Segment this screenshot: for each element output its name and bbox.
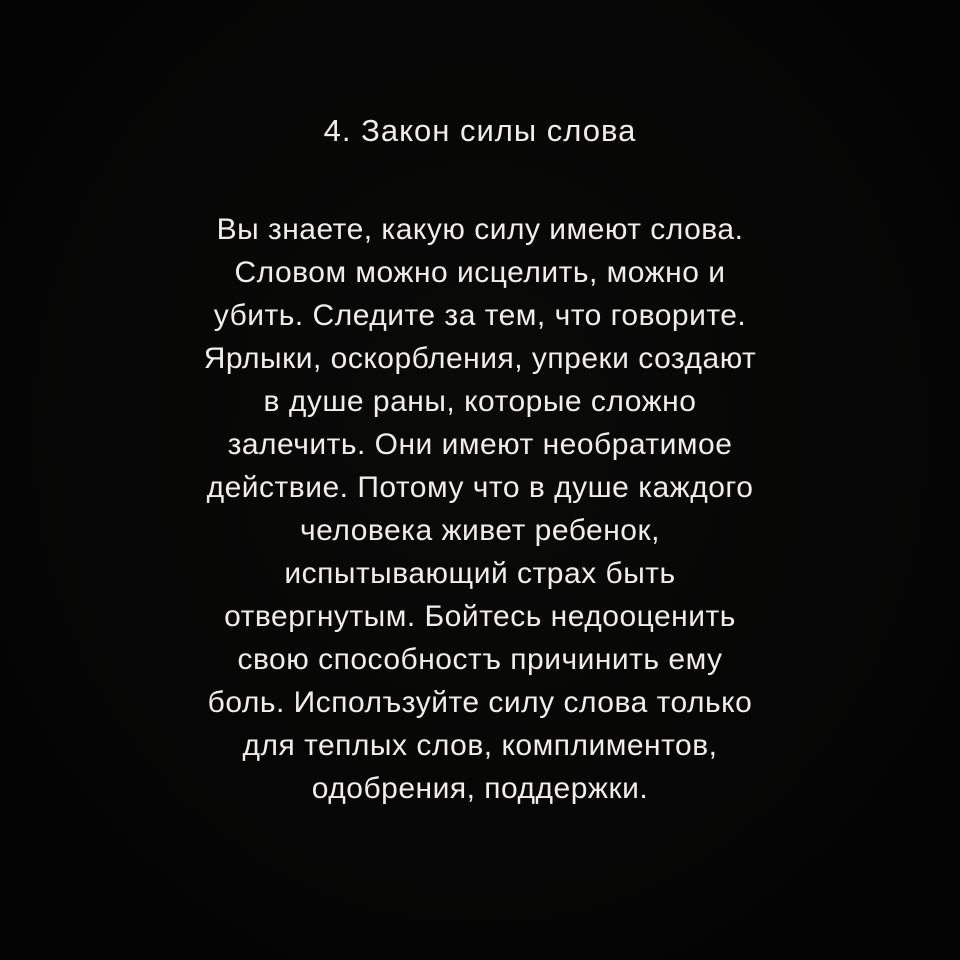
quote-body (0, 208, 960, 810)
quote-line: одобрения, поддержки. (311, 772, 649, 805)
quote-line: Ярлыки, оскорбления, упреки создают (203, 342, 757, 375)
quote-line: испытывающий страх быть (284, 557, 676, 590)
quote-line: свою способностъ причинить ему (237, 643, 723, 676)
quote-line: человека живет ребенок, (300, 514, 660, 547)
quote-line: действие. Потому что в душе каждого (206, 471, 754, 504)
quote-line: отвергнутым. Бойтесь недооценить (224, 600, 736, 633)
quote-line: залечить. Они имеют необратимое (227, 428, 733, 461)
quote-line: Вы знаете, какую силу имеют слова. (216, 213, 744, 246)
quote-line: боль. Исполъзуйте силу слова только (207, 686, 753, 719)
quote-title: 4. Закон силы слова (323, 113, 637, 148)
quote-line: убить. Следите за тем, что говорите. (213, 299, 747, 332)
quote-line: для теплых слов, комплиментов, (242, 729, 718, 762)
quote-line: в душе раны, которые сложно (263, 385, 697, 418)
quote-line: Словом можно исцелить, можно и (234, 256, 726, 289)
